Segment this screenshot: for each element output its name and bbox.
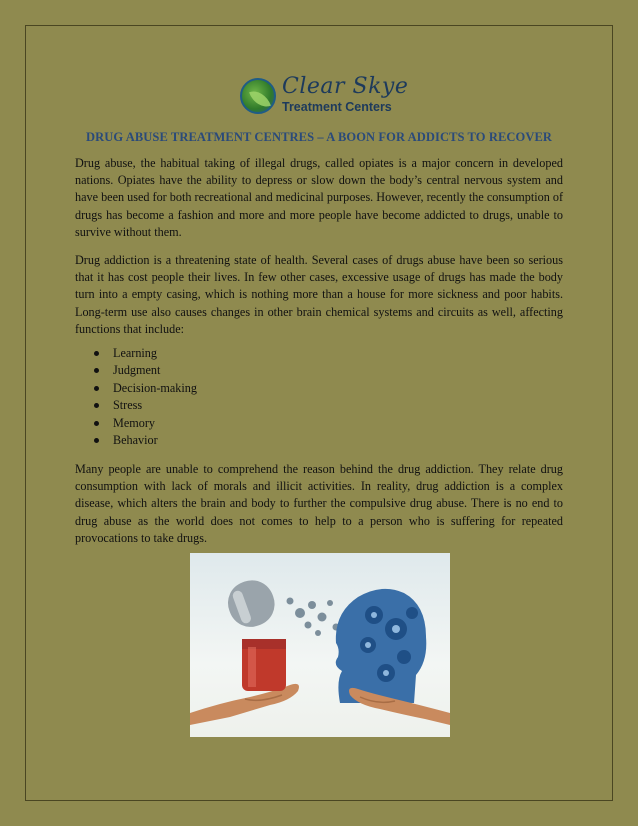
drug-addiction-illustration [190,553,450,737]
logo-subtitle: Treatment Centers [282,100,392,114]
list-item: Behavior [75,432,197,449]
list-item: Learning [75,345,197,362]
list-item: Stress [75,397,197,414]
paragraph-2: Drug addiction is a threatening state of health. Several cases of drugs abuse have been so serious that it has cost people their lives. In few other cases, excessive usage of drugs has made the body turn into a empty casing, which is nothing more than a house for more sickness and poor habits. Long-term use also causes changes in other brain chemical systems and circuits as well, affecting functions that include: [75,253,563,336]
leaf-globe-icon [240,78,276,114]
list-item: Judgment [75,362,197,379]
capsule-and-gear-head-icon [190,553,450,737]
paragraph-1: Drug abuse, the habitual taking of illegal drugs, called opiates is a major concern in developed nations. Opiates have the ability to depress or slow down the body’s central nervous system and have been used for both recreational and medicinal purposes. However, recently the consumption of drugs has become a fashion and more and more people have become addicted to drugs, unable to survive without them. [75,156,563,239]
list-item: Decision-making [75,380,197,397]
paragraph-3: Many people are unable to comprehend the reason behind the drug addiction. They relate drug consumption with lack of morals and illicit activities. In reality, drug addiction is a complex disease, which alters the brain and body to further the compulsive drug abuse. There is no end to drug abuse as the world does not comes to help to a person who is suffering for repeated provocations to take drugs. [75,462,563,545]
list-item: Memory [75,415,197,432]
clear-skye-logo[interactable] [240,74,409,120]
document-title: DRUG ABUSE TREATMENT CENTRES – A BOON FOR ADDICTS TO RECOVER [85,130,553,144]
functions-list [75,345,197,449]
logo-name: Clear Skye [282,74,409,99]
